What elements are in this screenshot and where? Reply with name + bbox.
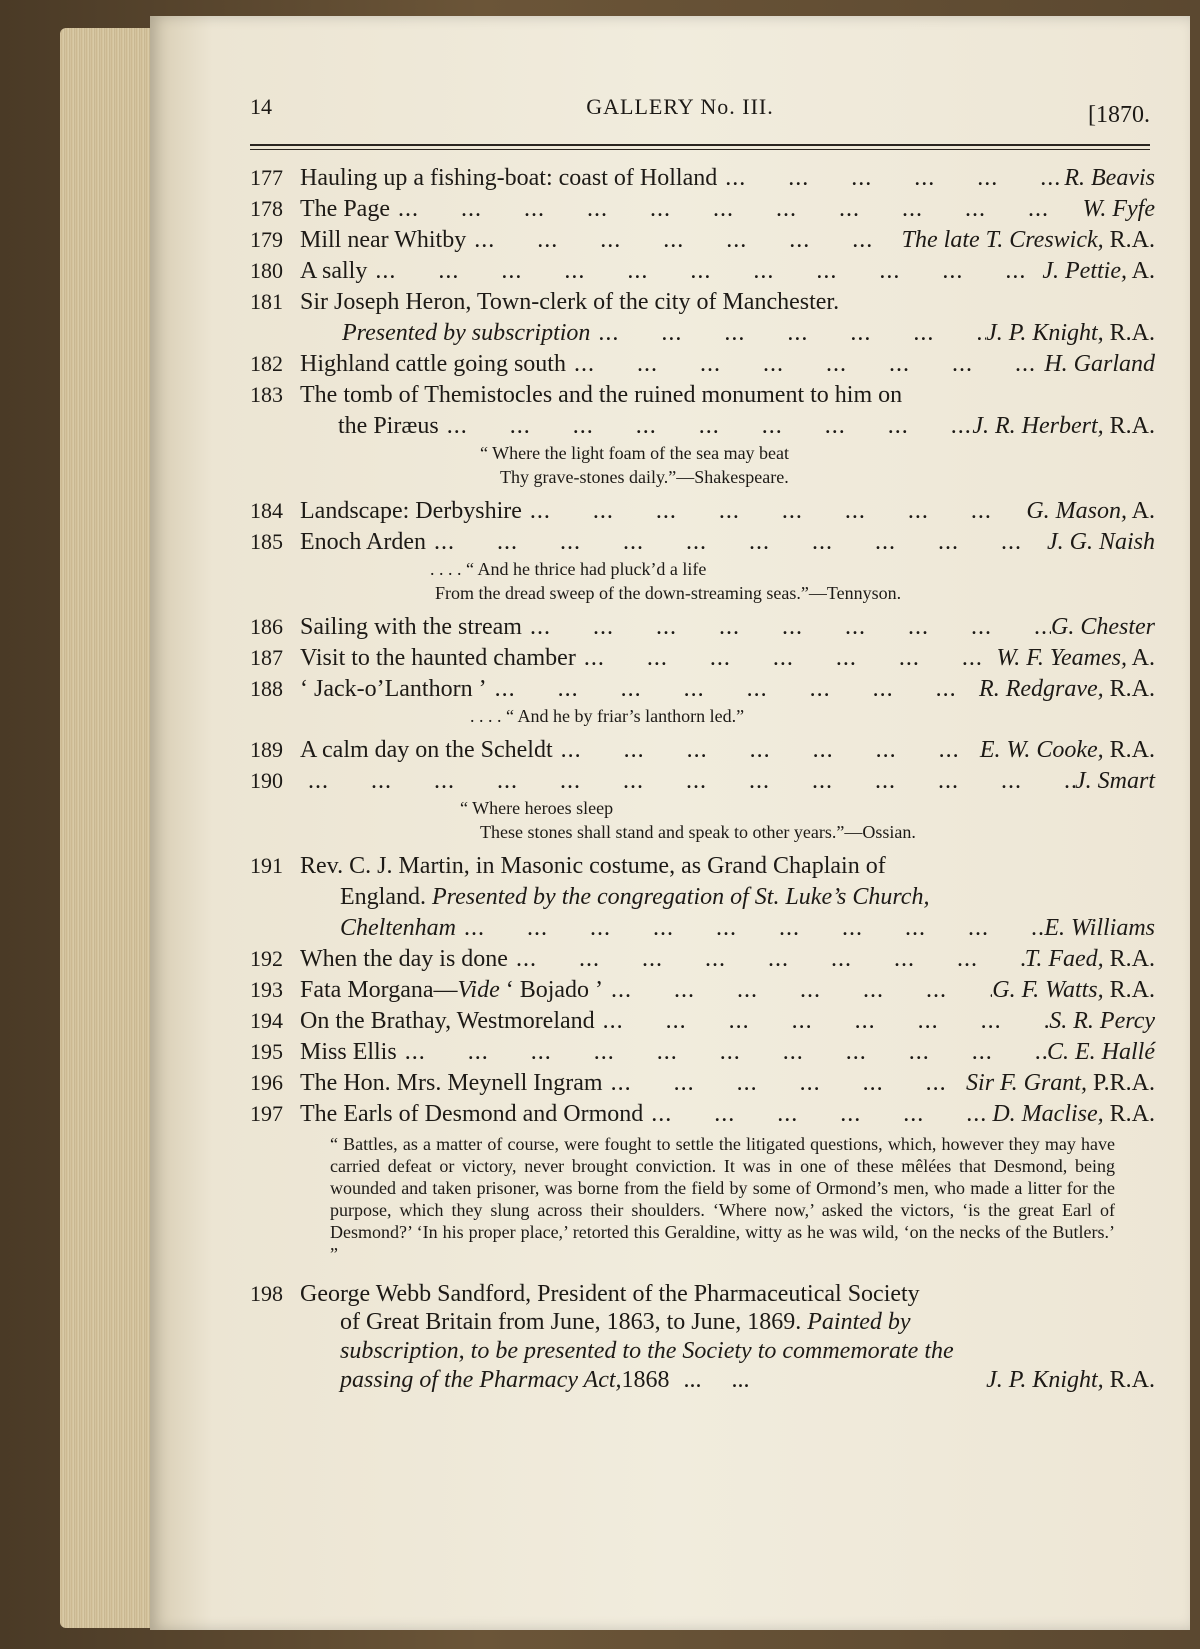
- entry-title: Rev. C. J. Martin, in Masonic costume, as Grand Chaplain of: [300, 853, 886, 879]
- entry-quote-line: “ Where heroes sleep: [460, 798, 614, 818]
- catalogue-entry: [250, 974, 1155, 1005]
- entry-number: 194: [250, 1008, 283, 1033]
- entry-title: A calm day on the Scheldt: [300, 737, 553, 763]
- entry-title: A sally: [300, 258, 368, 284]
- catalogue-entry: [250, 162, 1155, 193]
- entry-number: 185: [250, 529, 283, 554]
- entry-artist: W. F. Yeames, A.: [996, 645, 1155, 671]
- entry-quote-line: “ Where the light foam of the sea may beat: [480, 443, 790, 463]
- entry-title: Fata Morgana—Vide ‘ Bojado ’: [300, 977, 604, 1003]
- entry-subtitle: England.: [340, 884, 426, 910]
- catalogue-list: [250, 162, 1155, 1395]
- entry-number: 181: [250, 289, 283, 314]
- entry-artist: H. Garland: [1044, 351, 1155, 377]
- entry-number: 187: [250, 645, 283, 670]
- entry-number: 182: [250, 351, 283, 376]
- entry-number: 197: [250, 1101, 283, 1126]
- catalogue-entry: [250, 255, 1155, 286]
- leader-dots: [508, 943, 1025, 975]
- entry-subtitle: Cheltenham: [340, 915, 456, 941]
- entry-number: 195: [250, 1039, 283, 1064]
- entry-title: Miss Ellis: [300, 1039, 397, 1065]
- entry-artist: C. E. Hallé: [1047, 1039, 1155, 1065]
- entry-title: Highland cattle going south: [300, 351, 566, 377]
- entry-title: Enoch Arden: [300, 529, 426, 555]
- entry-subtitle: the Piræus: [338, 413, 439, 439]
- entry-title: Mill near Whitby: [300, 227, 467, 253]
- entry-number: 193: [250, 977, 283, 1002]
- leader-dots: [456, 912, 1044, 944]
- entry-subtitle: Presented by subscription: [342, 320, 591, 346]
- leader-dots: [590, 317, 986, 349]
- entry-artist: T. Faed, R.A.: [1024, 946, 1155, 972]
- entry-title: The tomb of Themistocles and the ruined monument to him on: [300, 382, 903, 408]
- leader-dots: [397, 1036, 1047, 1068]
- entry-description: of Great Britain from June, 1863, to June, 1869. Painted by subscription, to be presented to the Society to commemorate the passing of the Pharmacy Act, 1868 ... ... J. P. Knight, R.A.: [340, 1309, 1155, 1393]
- catalogue-entry: [250, 1279, 1155, 1395]
- leader-dots: [603, 1067, 966, 1099]
- entry-number: 183: [250, 382, 283, 407]
- header-rule-thin: [250, 149, 1150, 150]
- entry-title: ‘ Jack-o’Lanthorn ’: [300, 676, 487, 702]
- catalogue-entry: [250, 1098, 1155, 1265]
- entry-number: 177: [250, 165, 283, 190]
- leader-dots: [390, 193, 1083, 225]
- entry-artist: J. G. Naish: [1047, 529, 1155, 555]
- entry-artist: Sir F. Grant, P.R.A.: [966, 1070, 1155, 1096]
- entry-title: George Webb Sandford, President of the Pharmaceutical Society: [300, 1281, 920, 1307]
- entry-artist: D. Maclise, R.A.: [992, 1101, 1155, 1127]
- catalogue-entry: [250, 1005, 1155, 1036]
- entry-title: Hauling up a fishing-boat: coast of Holland: [300, 165, 718, 191]
- leader-dots: [487, 673, 979, 705]
- catalogue-entry: [250, 850, 1155, 943]
- entry-quote-line: Thy grave-stones daily.”—Shakespeare.: [500, 467, 789, 487]
- leader-dots: [522, 495, 1026, 527]
- leader-dots: [522, 611, 1051, 643]
- entry-artist: J. Smart: [1075, 768, 1155, 794]
- entry-artist: J. P. Knight, R.A.: [986, 1367, 1155, 1393]
- leader-dots: [466, 224, 901, 256]
- entry-number: 190: [250, 768, 283, 793]
- leader-dots: [595, 1005, 1050, 1037]
- leader-dots: [576, 642, 997, 674]
- leader-dots: [566, 348, 1044, 380]
- entry-artist: S. R. Percy: [1049, 1008, 1155, 1034]
- page-header: [250, 94, 1150, 134]
- leader-dots: [367, 255, 1042, 287]
- leader-dots: [553, 734, 980, 766]
- entry-title: The Page: [300, 196, 390, 222]
- entry-title: The Earls of Desmond and Ormond: [300, 1101, 644, 1127]
- entry-artist: R. Redgrave, R.A.: [979, 676, 1155, 702]
- catalogue-entry: [250, 765, 1155, 844]
- catalogue-entry: [250, 348, 1155, 379]
- entry-number: 192: [250, 946, 283, 971]
- entry-artist: J. P. Knight, R.A.: [986, 320, 1155, 346]
- catalogue-entry: [250, 286, 1155, 348]
- entry-title: Landscape: Derbyshire: [300, 498, 522, 524]
- entry-number: 178: [250, 196, 283, 221]
- leader-dots: [439, 410, 973, 442]
- entry-title: The Hon. Mrs. Meynell Ingram: [300, 1070, 603, 1096]
- leader-dots: [300, 765, 1075, 797]
- catalogue-entry: [250, 673, 1155, 728]
- entry-number: 196: [250, 1070, 283, 1095]
- page-year: [1870.: [1088, 102, 1150, 128]
- catalogue-entry: [250, 224, 1155, 255]
- entry-artist: G. Mason, A.: [1026, 498, 1155, 524]
- catalogue-entry: [250, 642, 1155, 673]
- catalogue-entry: [250, 193, 1155, 224]
- leader-dots: [717, 162, 1064, 194]
- entry-title: When the day is done: [300, 946, 508, 972]
- catalogue-entry: [250, 526, 1155, 605]
- leader-dots: ... ...: [683, 1367, 750, 1393]
- entry-artist: G. Chester: [1051, 614, 1155, 640]
- entry-quote-paragraph: “ Battles, as a matter of course, were fought to settle the litigated questions, which, however they may have carried defeat or victory, never brought conviction. It was in one of these mêlées that Desmond, being wounded and taken prisoner, was borne from the field by some of Ormond’s men, who made a litter for the purpose, which they slung across their shoulders. ‘Where now,’ asked the victors, ‘is the great Earl of Desmond?’ ‘In his proper place,’ retorted this Geraldine, witty as he was wild, ‘on the necks of the Butlers.’ ”: [330, 1134, 1115, 1264]
- book-page: [150, 16, 1190, 1630]
- entry-number: 184: [250, 498, 283, 523]
- entry-quote-line: . . . . “ And he by friar’s lanthorn led.”: [470, 706, 745, 726]
- entry-artist: E. Williams: [1044, 915, 1155, 941]
- entry-artist: G. F. Watts, R.A.: [992, 977, 1155, 1003]
- entry-artist: J. Pettie, A.: [1042, 258, 1155, 284]
- entry-quote-line: . . . . “ And he thrice had pluck’d a life: [430, 559, 707, 579]
- entry-number: 186: [250, 614, 283, 639]
- entry-quote-line: From the dread sweep of the down-streaming seas.”—Tennyson.: [435, 583, 902, 603]
- entry-number: 188: [250, 676, 283, 701]
- entry-title: On the Brathay, Westmoreland: [300, 1008, 595, 1034]
- header-rule: [250, 144, 1150, 146]
- catalogue-entry: [250, 495, 1155, 526]
- catalogue-entry: [250, 734, 1155, 765]
- catalogue-entry: [250, 611, 1155, 642]
- page-title: GALLERY No. III.: [586, 94, 774, 119]
- entry-subtitle-italic: Presented by the congregation of St. Luke’s Church,: [425, 884, 930, 910]
- entry-number: 180: [250, 258, 283, 283]
- catalogue-entry: [250, 379, 1155, 489]
- entry-artist: W. Fyfe: [1082, 196, 1155, 222]
- catalogue-entry: [250, 1036, 1155, 1067]
- entry-artist: J. R. Herbert, R.A.: [972, 413, 1155, 439]
- catalogue-entry: [250, 943, 1155, 974]
- leader-dots: [426, 526, 1047, 558]
- entry-title: Sailing with the stream: [300, 614, 522, 640]
- entry-number: 198: [250, 1281, 283, 1306]
- catalogue-entry: [250, 1067, 1155, 1098]
- leader-dots: [603, 974, 992, 1006]
- entry-artist: R. Beavis: [1064, 165, 1155, 191]
- entry-artist: E. W. Cooke, R.A.: [979, 737, 1155, 763]
- leader-dots: [643, 1098, 992, 1130]
- entry-number: 191: [250, 853, 283, 878]
- entry-quote-line: These stones shall stand and speak to other years.”—Ossian.: [480, 822, 916, 842]
- page-number: 14: [250, 94, 272, 119]
- entry-number: 179: [250, 227, 283, 252]
- entry-title: Sir Joseph Heron, Town-clerk of the city of Manchester.: [300, 289, 840, 315]
- entry-artist: The late T. Creswick, R.A.: [901, 227, 1155, 253]
- entry-title: Visit to the haunted chamber: [300, 645, 576, 671]
- entry-number: 189: [250, 737, 283, 762]
